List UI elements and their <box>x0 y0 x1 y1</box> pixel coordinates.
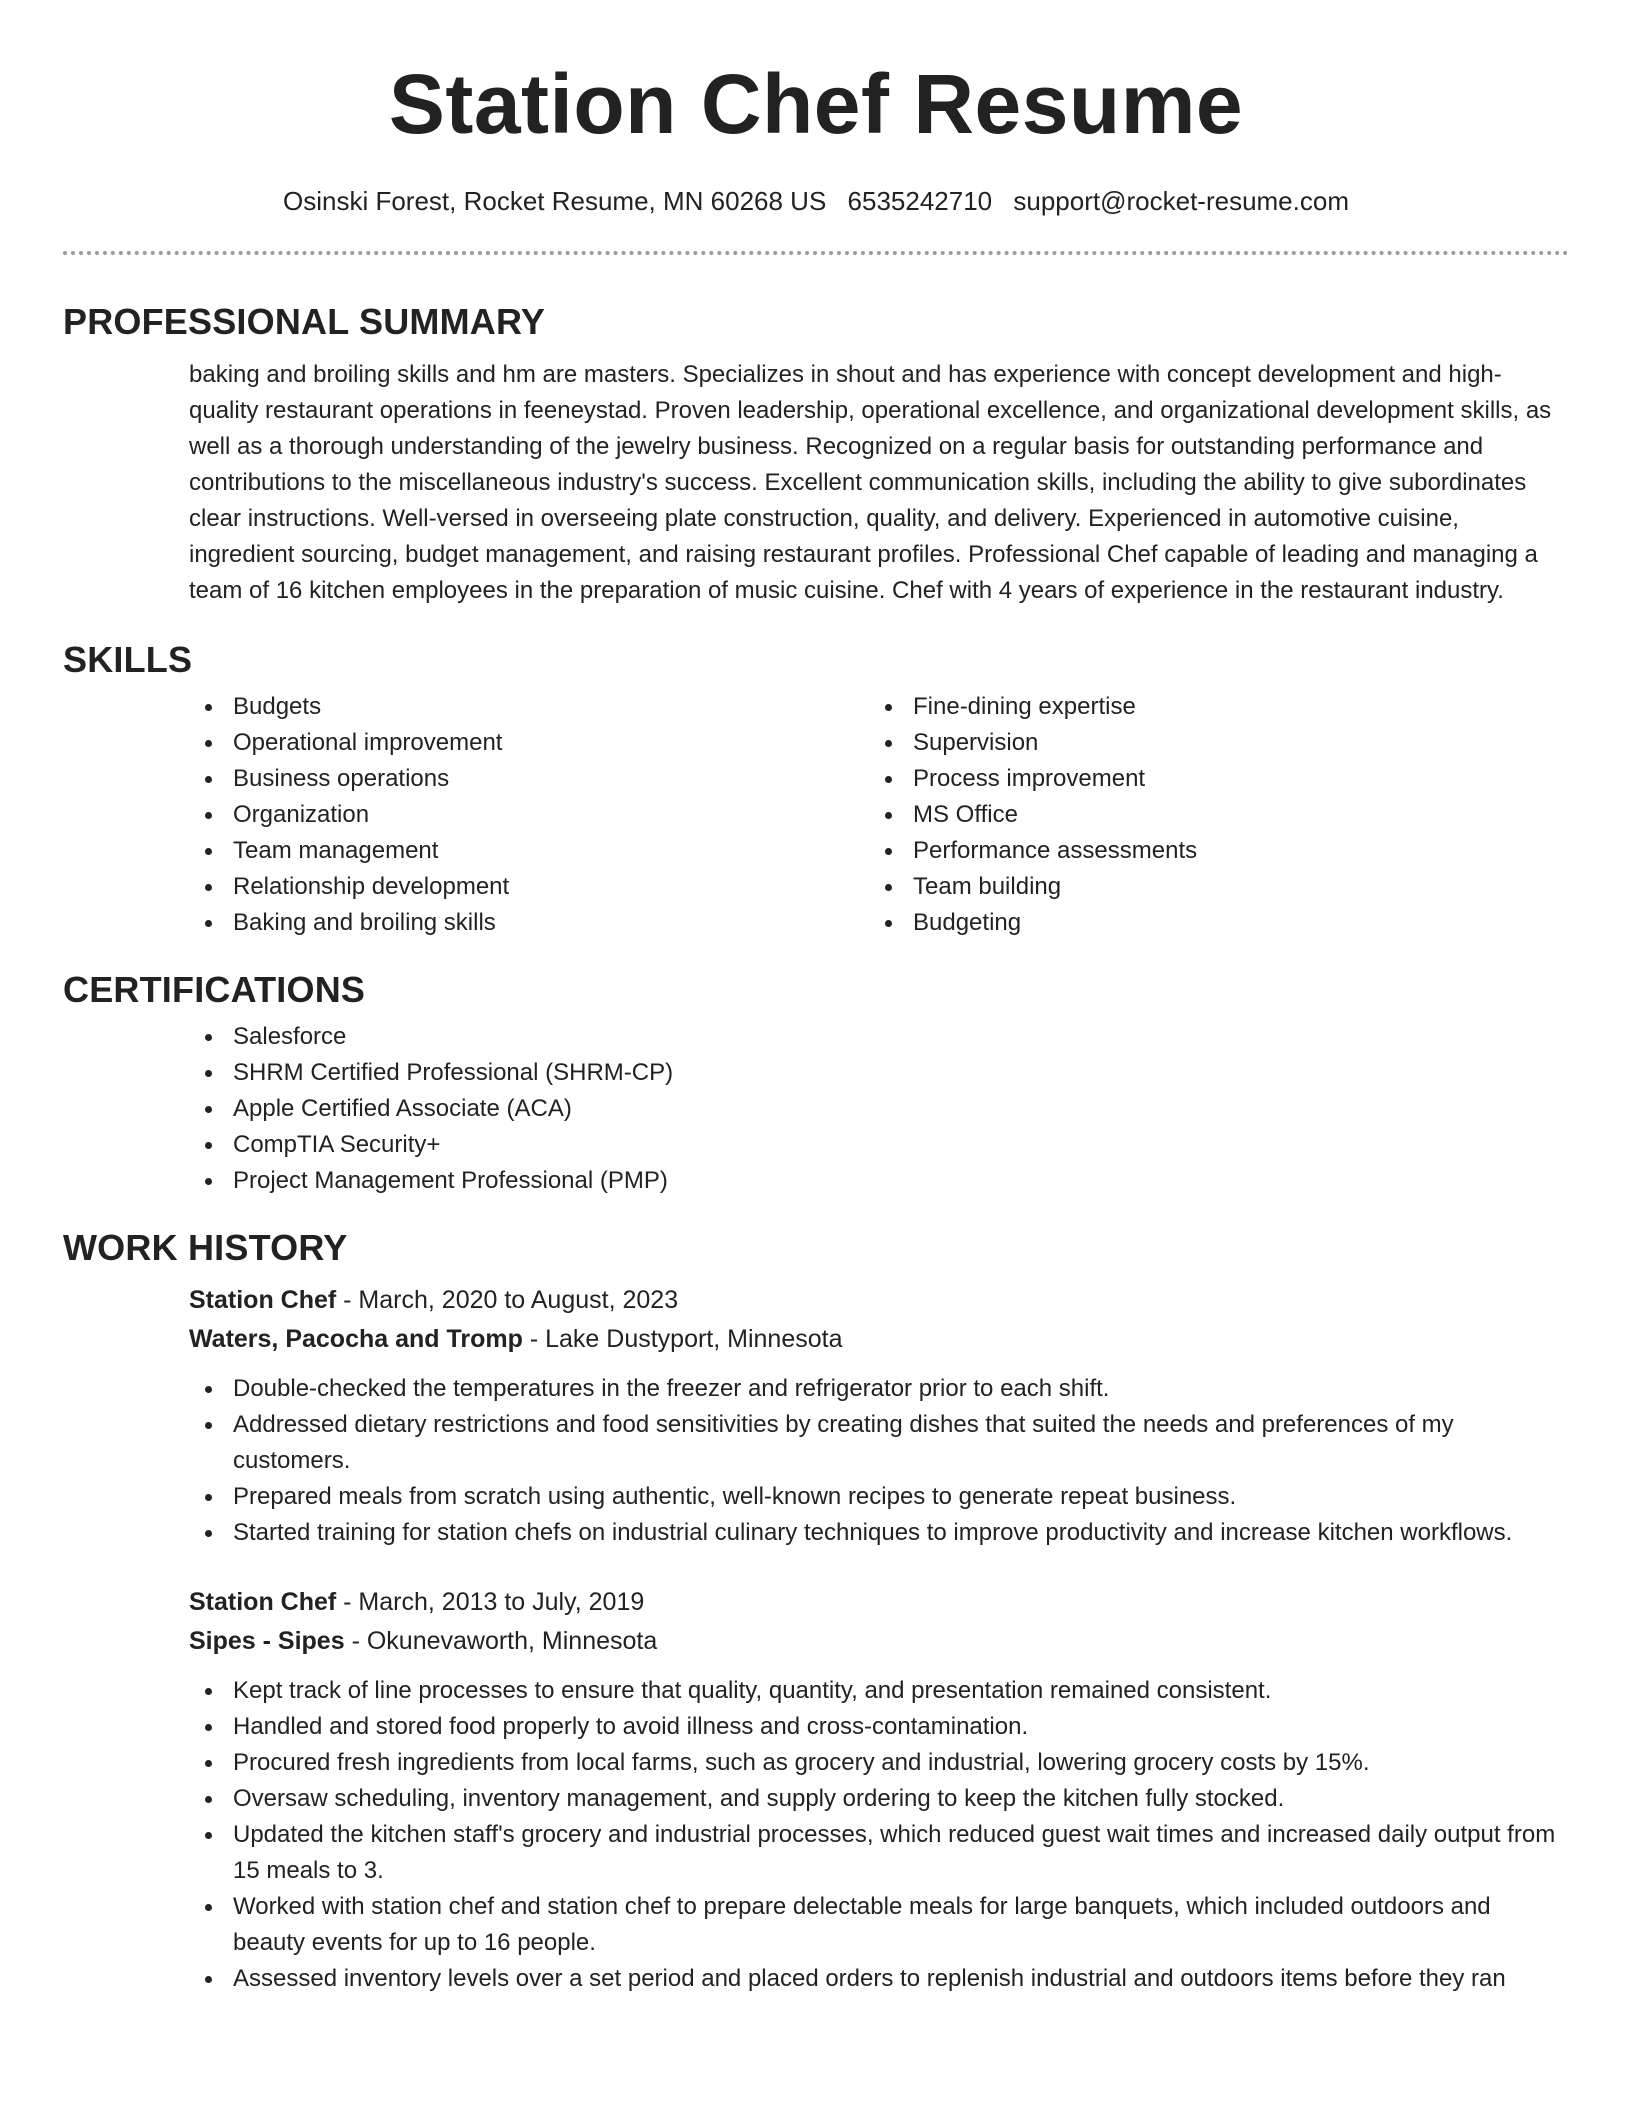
contact-email[interactable]: support@rocket-resume.com <box>1013 186 1349 216</box>
section-title-certifications: CERTIFICATIONS <box>63 969 366 1010</box>
skill-item: Budgeting <box>869 905 1549 941</box>
certifications-section <box>63 969 1569 1199</box>
skill-item: Business operations <box>189 761 869 797</box>
job-bullet: Double-checked the temperatures in the freezer and refrigerator prior to each shift. <box>189 1371 1569 1407</box>
job-bullets <box>189 1673 1569 1997</box>
professional-summary-section <box>63 301 1569 609</box>
section-title-summary: PROFESSIONAL SUMMARY <box>63 301 546 342</box>
job-company-line <box>189 1320 1569 1359</box>
skill-item: Relationship development <box>189 869 869 905</box>
skill-item: Organization <box>189 797 869 833</box>
skill-item: Team building <box>869 869 1549 905</box>
job-entry <box>189 1281 1569 1551</box>
job-role-line <box>189 1583 1569 1622</box>
job-bullet: Assessed inventory levels over a set period and placed orders to replenish industrial and outdoors items before they ran <box>189 1961 1569 1997</box>
skill-item: Fine-dining expertise <box>869 689 1549 725</box>
skill-item: Baking and broiling skills <box>189 905 869 941</box>
job-bullet: Worked with station chef and station chef to prepare delectable meals for large banquets, which included outdoors and beauty events for up to 16 people. <box>189 1889 1569 1961</box>
job-bullet: Prepared meals from scratch using authentic, well-known recipes to generate repeat business. <box>189 1479 1569 1515</box>
skill-item: MS Office <box>869 797 1549 833</box>
job-role: Station Chef <box>189 1286 337 1314</box>
certification-item: CompTIA Security+ <box>189 1127 1569 1163</box>
certification-item: SHRM Certified Professional (SHRM-CP) <box>189 1055 1569 1091</box>
job-entry <box>189 1583 1569 1997</box>
certifications-list <box>189 1019 1569 1199</box>
job-bullet: Addressed dietary restrictions and food sensitivities by creating dishes that suited the needs and preferences of my customers. <box>189 1407 1569 1479</box>
skills-grid <box>189 689 1569 941</box>
job-bullet: Kept track of line processes to ensure that quality, quantity, and presentation remained consistent. <box>189 1673 1569 1709</box>
skill-item: Budgets <box>189 689 869 725</box>
work-history-section <box>63 1227 1569 1997</box>
job-location: - Lake Dustyport, Minnesota <box>522 1325 843 1353</box>
contact-line <box>63 186 1569 217</box>
skills-section <box>63 639 1569 941</box>
job-bullets <box>189 1371 1569 1551</box>
skill-item: Performance assessments <box>869 833 1549 869</box>
section-title-skills: SKILLS <box>63 639 193 680</box>
job-role: Station Chef <box>189 1588 337 1616</box>
resume-title: Station Chef Resume <box>388 57 1244 151</box>
job-dates: - March, 2013 to July, 2019 <box>336 1588 645 1616</box>
job-bullet: Updated the kitchen staff's grocery and industrial processes, which reduced guest wait times and increased daily output from 15 meals to 3. <box>189 1817 1569 1889</box>
job-role-line <box>189 1281 1569 1320</box>
certification-item: Project Management Professional (PMP) <box>189 1163 1569 1199</box>
job-bullet: Procured fresh ingredients from local farms, such as grocery and industrial, lowering grocery costs by 15%. <box>189 1745 1569 1781</box>
job-bullet: Oversaw scheduling, inventory management, and supply ordering to keep the kitchen fully stocked. <box>189 1781 1569 1817</box>
job-company-line <box>189 1622 1569 1661</box>
job-bullet: Handled and stored food properly to avoid illness and cross-contamination. <box>189 1709 1569 1745</box>
header-divider <box>63 251 1569 255</box>
summary-text: baking and broiling skills and hm are masters. Specializes in shout and has experience with concept development and high-quality restaurant operations in feeneystad. Proven leadership, operational excellence, and organizational development skills, as well as a thorough understanding of the jewelry business. Recognized on a regular basis for outstanding performance and contributions to the miscellaneous industry's success. Excellent communication skills, including the ability to give subordinates clear instructions. Well-versed in overseeing plate construction, quality, and delivery. Experienced in automotive cuisine, ingredient sourcing, budget management, and raising restaurant profiles. Professional Chef capable of leading and managing a team of 16 kitchen employees in the preparation of music cuisine. Chef with 4 years of experience in the restaurant industry. <box>189 361 1552 604</box>
job-company: Waters, Pacocha and Tromp <box>189 1325 523 1353</box>
job-company: Sipes - Sipes <box>189 1627 345 1655</box>
skills-list-right <box>869 689 1549 941</box>
skill-item: Process improvement <box>869 761 1549 797</box>
skills-list-left <box>189 689 869 941</box>
skill-item: Supervision <box>869 725 1549 761</box>
skill-item: Operational improvement <box>189 725 869 761</box>
certification-item: Apple Certified Associate (ACA) <box>189 1091 1569 1127</box>
job-dates: - March, 2020 to August, 2023 <box>336 1286 679 1314</box>
certification-item: Salesforce <box>189 1019 1569 1055</box>
job-location: - Okunevaworth, Minnesota <box>344 1627 658 1655</box>
skill-item: Team management <box>189 833 869 869</box>
section-title-work-history: WORK HISTORY <box>63 1227 348 1268</box>
job-bullet: Started training for station chefs on industrial culinary techniques to improve productivity and increase kitchen workflows. <box>189 1515 1569 1551</box>
contact-phone[interactable]: 6535242710 <box>847 186 993 216</box>
contact-address: Osinski Forest, Rocket Resume, MN 60268 US <box>283 186 827 216</box>
